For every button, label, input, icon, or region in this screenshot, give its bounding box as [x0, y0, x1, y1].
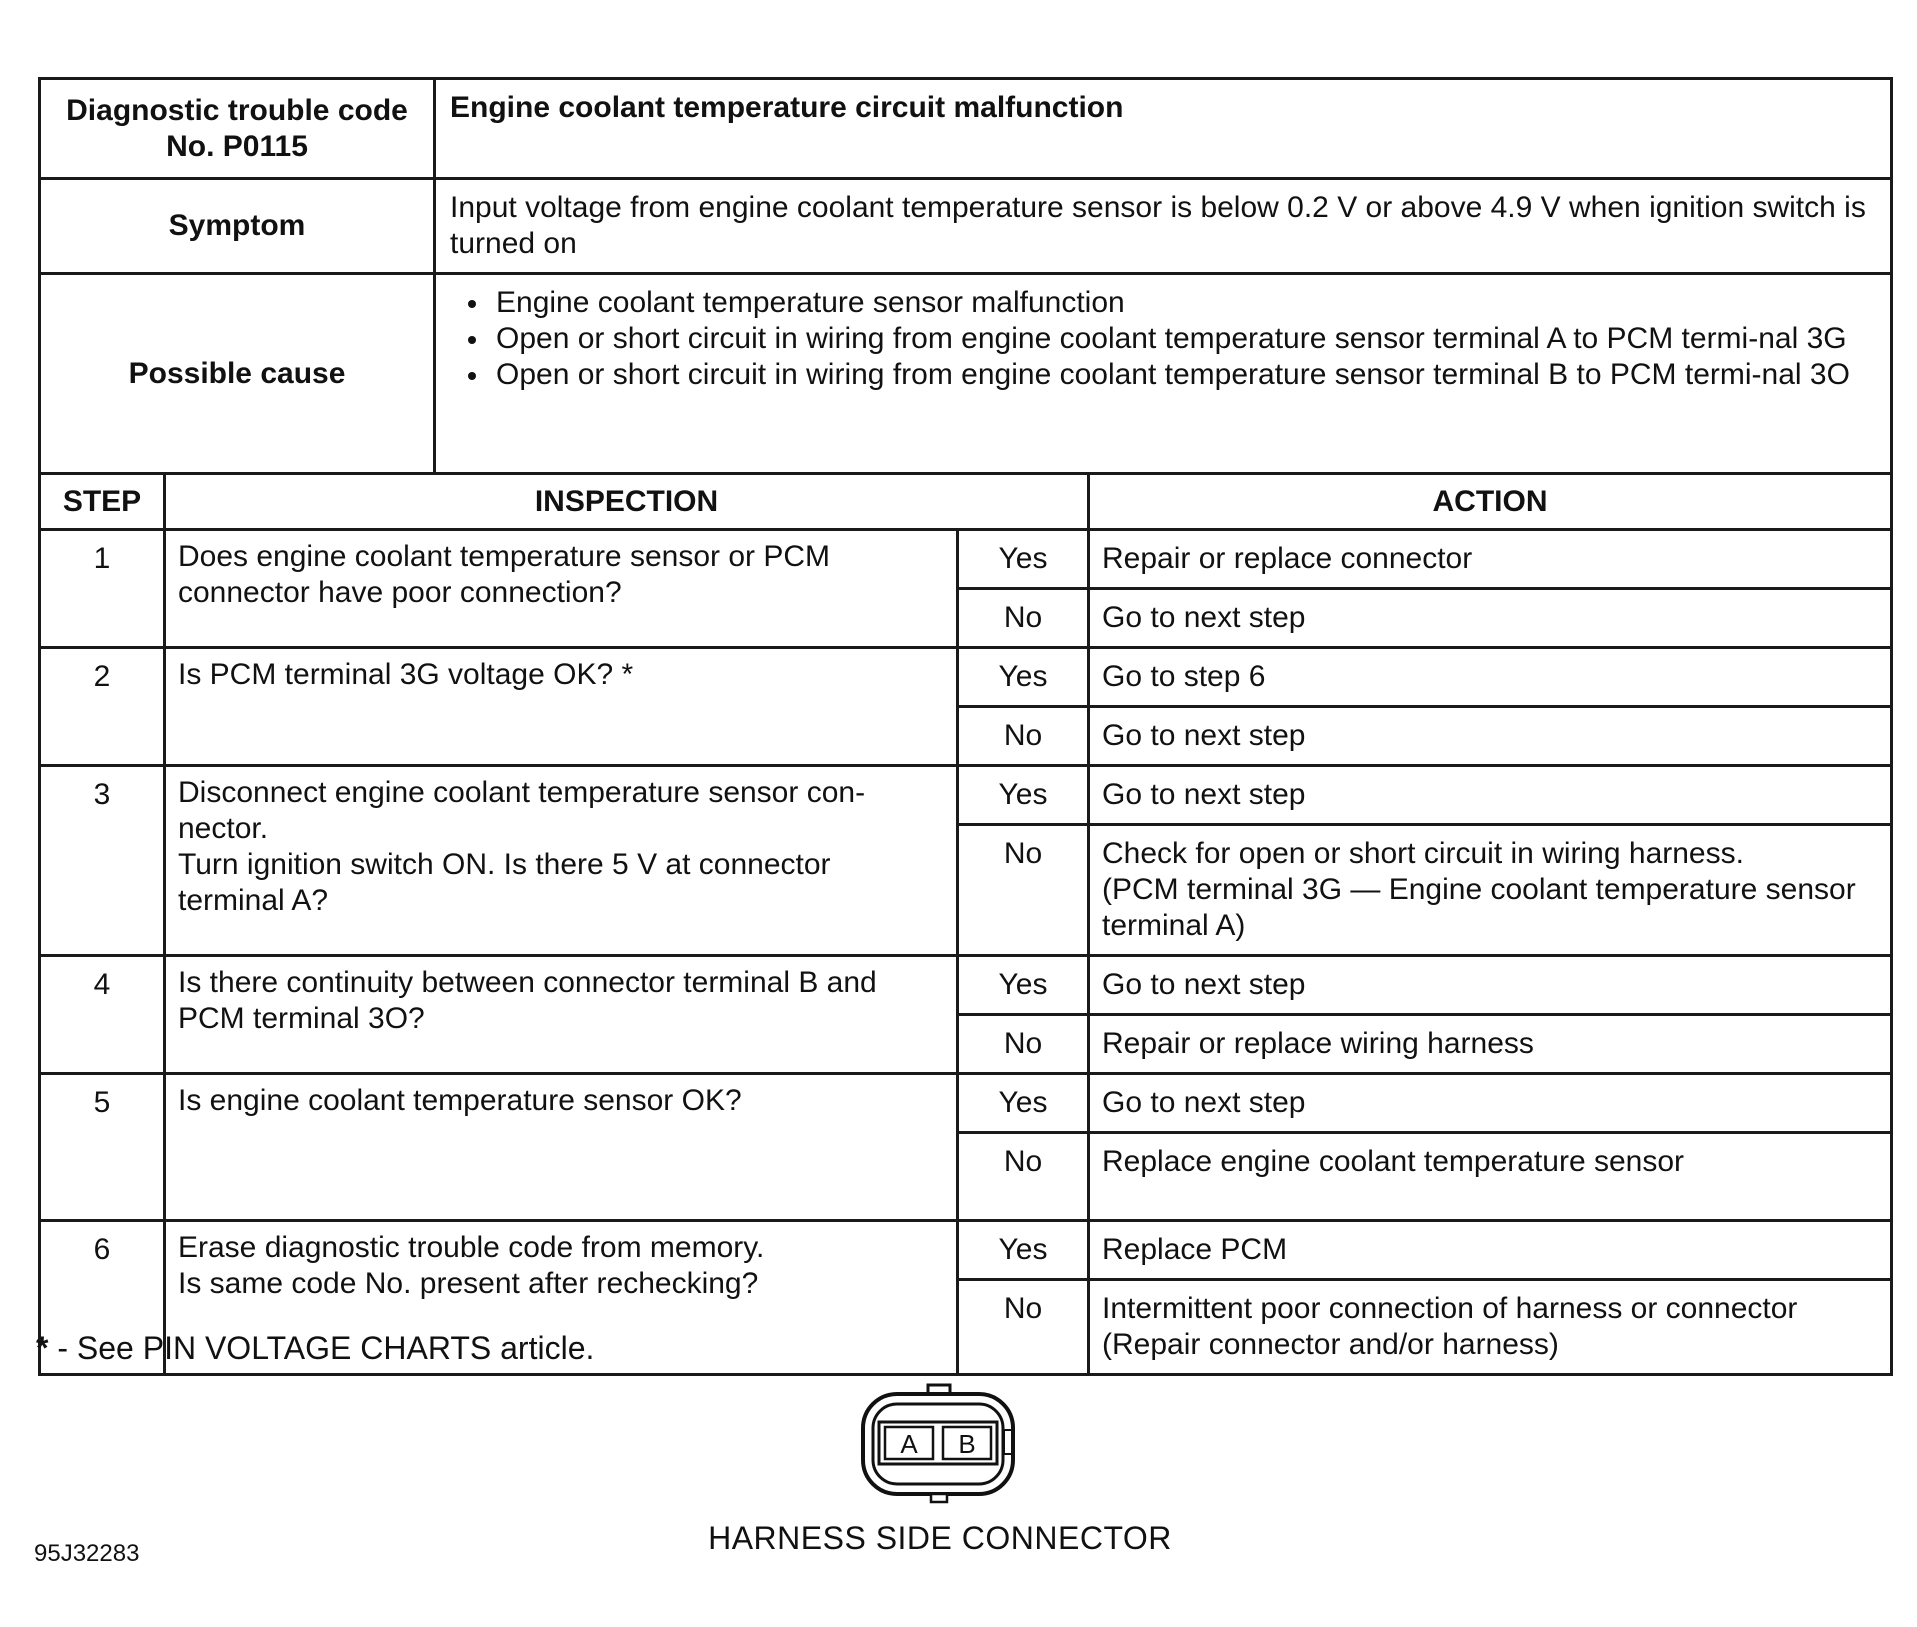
yes-action: Go to next step [1089, 956, 1892, 1015]
no-label: No [958, 1133, 1089, 1221]
action-line: (Repair connector and/or harness) [1102, 1328, 1559, 1361]
no-action [1089, 1280, 1892, 1375]
yes-action: Replace PCM [1089, 1221, 1892, 1280]
dtc-row [40, 79, 1892, 179]
inspection-line: Erase diagnostic trouble code from memory. [178, 1231, 765, 1264]
no-label: No [958, 825, 1089, 956]
table-row [40, 1074, 1892, 1133]
column-header-row [40, 474, 1892, 530]
no-label: No [958, 589, 1089, 648]
no-action: Repair or replace wiring harness [1089, 1015, 1892, 1074]
cause-item: Open or short circuit in wiring from engine coolant temperature sensor terminal A to PCM termi-nal 3G [496, 321, 1862, 357]
table-row [40, 956, 1892, 1015]
no-action: Replace engine coolant temperature sensor [1089, 1133, 1892, 1221]
pin-b-label: B [958, 1429, 976, 1459]
action-line: Check for open or short circuit in wiring harness. [1102, 837, 1744, 870]
dtc-title: Engine coolant temperature circuit malfunction [435, 79, 1892, 179]
possible-cause-row [40, 274, 1892, 474]
step-number: 1 [40, 530, 165, 648]
yes-label: Yes [958, 1074, 1089, 1133]
step-number: 4 [40, 956, 165, 1074]
pin-a-label: A [900, 1429, 918, 1459]
step-number: 3 [40, 766, 165, 956]
symptom-row [40, 179, 1892, 274]
step-number: 2 [40, 648, 165, 766]
cause-item: Open or short circuit in wiring from engine coolant temperature sensor terminal B to PCM termi-nal 3O [496, 357, 1862, 393]
connector-caption: HARNESS SIDE CONNECTOR [708, 1520, 1172, 1556]
inspection-text: Is PCM terminal 3G voltage OK? * [165, 648, 958, 766]
inspection-line: Disconnect engine coolant temperature sensor con-nector. [178, 776, 866, 845]
action-line: Intermittent poor connection of harness or connector [1102, 1292, 1798, 1325]
no-label: No [958, 1280, 1089, 1375]
action-line: (PCM terminal 3G — Engine coolant temperature sensor terminal A) [1102, 873, 1856, 942]
inspection-column-header: INSPECTION [165, 474, 1089, 530]
yes-label: Yes [958, 766, 1089, 825]
possible-cause-list [450, 285, 1876, 393]
step-number: 6 [40, 1221, 165, 1375]
diagnostic-table [38, 77, 1893, 1376]
no-action: Go to next step [1089, 707, 1892, 766]
table-row [40, 530, 1892, 589]
table-row [40, 766, 1892, 825]
yes-action: Go to next step [1089, 1074, 1892, 1133]
no-action: Go to next step [1089, 589, 1892, 648]
yes-label: Yes [958, 530, 1089, 589]
possible-cause-label: Possible cause [40, 274, 435, 474]
yes-label: Yes [958, 648, 1089, 707]
harness-connector-diagram [858, 1382, 1018, 1506]
inspection-text: Does engine coolant temperature sensor or PCM connector have poor connection? [165, 530, 958, 648]
yes-label: Yes [958, 1221, 1089, 1280]
step-number: 5 [40, 1074, 165, 1221]
inspection-text: Is engine coolant temperature sensor OK? [165, 1074, 958, 1221]
inspection-text [165, 766, 958, 956]
action-column-header: ACTION [1089, 474, 1892, 530]
symptom-label: Symptom [40, 179, 435, 274]
yes-action: Repair or replace connector [1089, 530, 1892, 589]
symptom-text: Input voltage from engine coolant temperature sensor is below 0.2 V or above 4.9 V when ignition switch is turned on [435, 179, 1892, 274]
inspection-line: Turn ignition switch ON. Is there 5 V at connector terminal A? [178, 848, 831, 917]
footnote-text: - See PIN VOLTAGE CHARTS article. [48, 1330, 595, 1366]
no-action [1089, 825, 1892, 956]
yes-action: Go to next step [1089, 766, 1892, 825]
no-label: No [958, 1015, 1089, 1074]
yes-action: Go to step 6 [1089, 648, 1892, 707]
asterisk-mark: * [36, 1330, 49, 1366]
inspection-text: Is there continuity between connector terminal B and PCM terminal 3O? [165, 956, 958, 1074]
no-label: No [958, 707, 1089, 766]
yes-label: Yes [958, 956, 1089, 1015]
table-row [40, 648, 1892, 707]
connector-bottom-tab [931, 1494, 947, 1502]
connector-side-tab [1004, 1430, 1012, 1454]
dtc-label: Diagnostic trouble code No. P0115 [40, 79, 435, 179]
inspection-line: Is same code No. present after rechecking? [178, 1267, 759, 1300]
table-row [40, 1221, 1892, 1280]
footnote [36, 1330, 594, 1367]
step-column-header: STEP [40, 474, 165, 530]
possible-cause-list-cell [435, 274, 1892, 474]
figure-id: 95J32283 [34, 1540, 140, 1567]
cause-item: Engine coolant temperature sensor malfunction [496, 285, 1862, 321]
